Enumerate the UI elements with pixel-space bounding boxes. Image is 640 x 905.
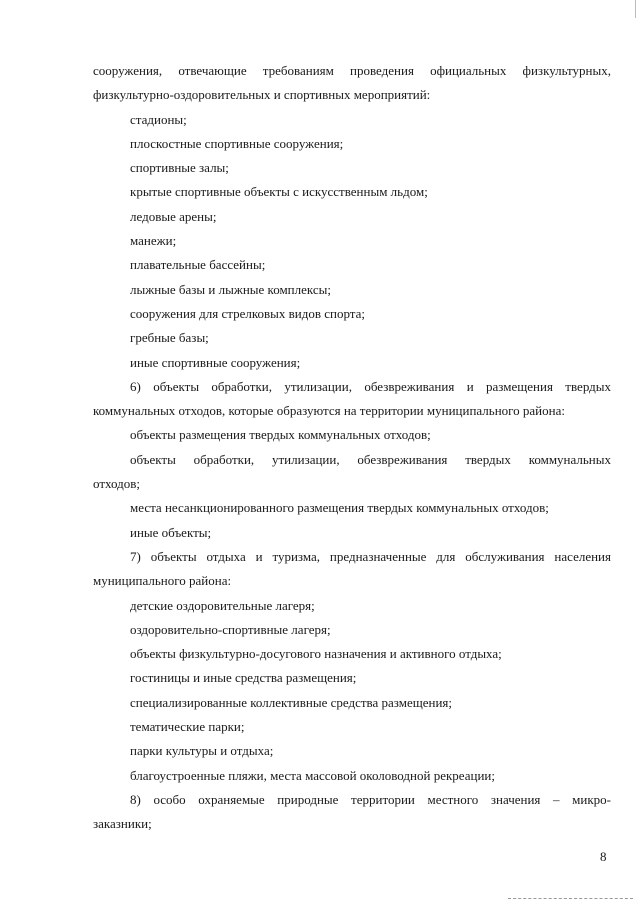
list-item-theme-parks: тематические парки; (130, 719, 245, 735)
list-item-kids-camps: детские оздоровительные лагеря; (130, 597, 315, 613)
list-item-ski-bases: лыжные базы и лыжные комплексы; (130, 281, 331, 297)
list-item-ice-arenas: ледовые арены; (130, 208, 217, 224)
list-item-sports-camps: оздоровительно-спортивные лагеря; (130, 621, 331, 637)
list-item-stadiums: стадионы; (130, 111, 187, 127)
list-item-culture-parks: парки культуры и отдыха; (130, 743, 274, 759)
item-7-line-2: муниципального района: (93, 573, 232, 589)
page-number: 8 (600, 849, 607, 864)
scan-bottom-rule (508, 898, 633, 899)
document-body (93, 59, 611, 837)
list-item-waste-processing-line-2: отходов; (93, 476, 141, 492)
scan-edge-mark (635, 0, 636, 18)
list-item-other-sports: иные спортивные сооружения; (130, 354, 301, 370)
list-item-waste-processing-line-1: объекты обработки, утилизации, обезвреживания твердых коммунальных (130, 451, 611, 467)
list-item-unauthorized-waste: места несанкционированного размещения твердых коммунальных отходов; (130, 500, 549, 516)
intro-line-2: физкультурно-оздоровительных и спортивных мероприятий: (93, 87, 431, 103)
list-item-rowing: гребные базы; (130, 330, 209, 346)
list-item-flat-sports: плоскостные спортивные сооружения; (130, 135, 344, 151)
item-8-line-1: 8) особо охраняемые природные территории местного значения – микро- (130, 791, 611, 807)
list-item-pools: плавательные бассейны; (130, 257, 266, 273)
list-item-arenas: манежи; (130, 233, 177, 249)
item-6-line-2: коммунальных отходов, которые образуются на территории муниципального района: (93, 403, 565, 419)
list-item-indoor-ice: крытые спортивные объекты с искусственным льдом; (130, 184, 428, 200)
list-item-leisure-objects: объекты физкультурно-досугового назначения и активного отдыха; (130, 646, 502, 662)
intro-line-1: сооружения, отвечающие требованиям проведения официальных физкультурных, (93, 63, 611, 78)
list-item-waste-placement: объекты размещения твердых коммунальных отходов; (130, 427, 431, 443)
item-7-line-1: 7) объекты отдыха и туризма, предназначенные для обслуживания населения (130, 548, 611, 564)
item-8-line-2: заказники; (93, 816, 152, 832)
list-item-other-objects: иные объекты; (130, 524, 212, 540)
list-item-shooting: сооружения для стрелковых видов спорта; (130, 305, 366, 321)
list-item-sports-halls: спортивные залы; (130, 160, 229, 176)
list-item-hotels: гостиницы и иные средства размещения; (130, 670, 357, 686)
list-item-beaches: благоустроенные пляжи, места массовой околоводной рекреации; (130, 767, 495, 783)
list-item-collective-accommodation: специализированные коллективные средства размещения; (130, 694, 453, 710)
item-6-line-1: 6) объекты обработки, утилизации, обезвреживания и размещения твердых (130, 378, 611, 394)
